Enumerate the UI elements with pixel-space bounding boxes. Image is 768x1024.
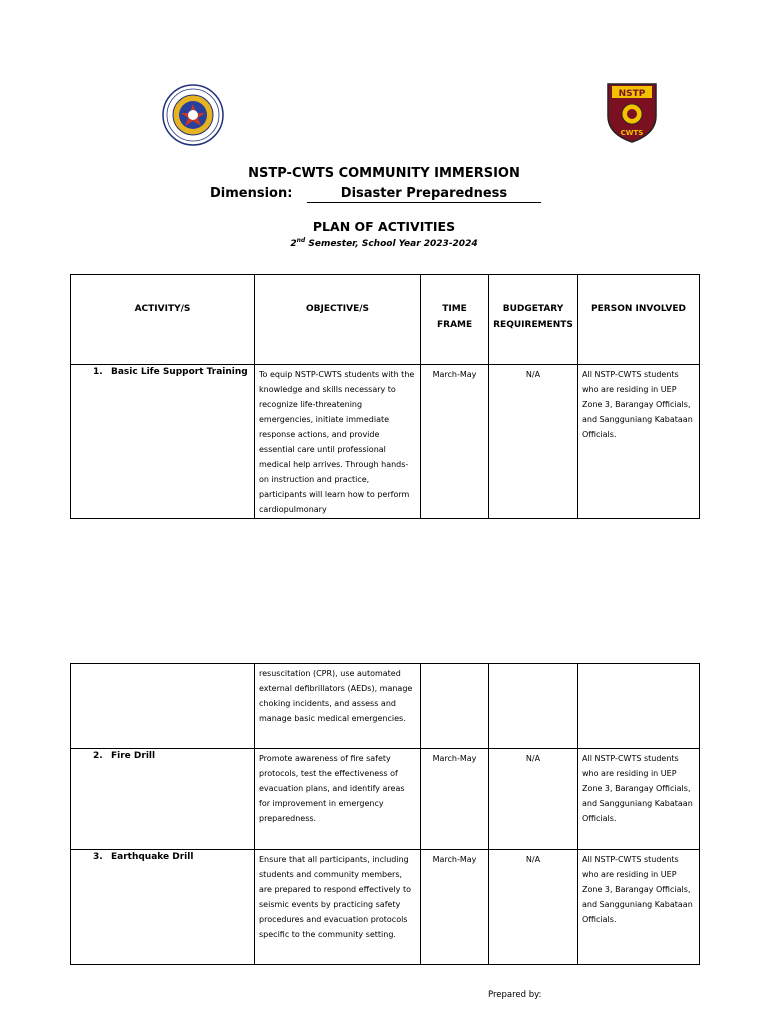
prepared-by-label: Prepared by: xyxy=(488,990,542,1000)
semester-suffix: nd xyxy=(296,237,306,244)
objective-cell: Ensure that all participants, including students and community members, are prepared to respond effectively to seismic events by practicing safety procedures and evacuation protocols specific to the community setting. xyxy=(255,850,421,965)
activity-number: 2. xyxy=(93,751,103,761)
dimension-label: Dimension: xyxy=(210,186,293,201)
activity-cell xyxy=(71,850,255,965)
time-frame-cell xyxy=(421,664,489,749)
activity-name: Basic Life Support Training xyxy=(111,367,248,377)
semester-line xyxy=(0,237,768,249)
objective-cell: Promote awareness of fire safety protocols, test the effectiveness of evacuation plans, and identify areas for improvement in emergency preparedness. xyxy=(255,749,421,850)
time-frame-cell: March-May xyxy=(421,850,489,965)
semester-number: 2 xyxy=(290,239,297,249)
activity-cell xyxy=(71,365,255,519)
activity-number: 1. xyxy=(93,367,103,377)
activity-number: 3. xyxy=(93,852,103,862)
budget-cell xyxy=(489,664,578,749)
time-frame-cell: March-May xyxy=(421,365,489,519)
activity-name: Fire Drill xyxy=(111,751,156,761)
svg-text:NSTP: NSTP xyxy=(618,89,646,99)
activity-cell xyxy=(71,749,255,850)
header-budget: BUDGETARY REQUIREMENTS xyxy=(489,275,578,365)
activities-table xyxy=(70,274,700,519)
dimension-line xyxy=(210,186,541,203)
header-time-frame: TIME FRAME xyxy=(421,275,489,365)
table-row xyxy=(71,664,700,749)
budget-cell: N/A xyxy=(489,365,578,519)
person-cell: All NSTP-CWTS students who are residing in UEP Zone 3, Barangay Officials, and Sangguniang Kabataan Officials. xyxy=(578,365,700,519)
document-title: NSTP-CWTS COMMUNITY IMMERSION xyxy=(248,166,520,181)
header-person: PERSON INVOLVED xyxy=(578,275,700,365)
objective-cell: To equip NSTP-CWTS students with the knowledge and skills necessary to recognize life-threatening emergencies, initiate immediate response actions, and provide essential care until professional medical help arrives. Through hands-on instruction and practice, participants will learn how to perform cardiopulmonary xyxy=(255,365,421,519)
header-activity: ACTIVITY/S xyxy=(71,275,255,365)
objective-cell: resuscitation (CPR), use automated external defibrillators (AEDs), manage choking incidents, and assess and manage basic medical emergencies. xyxy=(255,664,421,749)
svg-text:CWTS: CWTS xyxy=(620,129,644,137)
dimension-value: Disaster Preparedness xyxy=(307,186,541,203)
university-seal-icon xyxy=(162,84,224,146)
budget-cell: N/A xyxy=(489,850,578,965)
activity-name: Earthquake Drill xyxy=(111,852,194,862)
person-cell xyxy=(578,664,700,749)
table-header-row xyxy=(71,275,700,365)
activity-cell xyxy=(71,664,255,749)
table-row xyxy=(71,365,700,519)
activities-table-continued xyxy=(70,663,700,965)
header-objective: OBJECTIVE/S xyxy=(255,275,421,365)
plan-title: PLAN OF ACTIVITIES xyxy=(312,219,456,234)
table-row xyxy=(71,850,700,965)
person-cell: All NSTP-CWTS students who are residing in UEP Zone 3, Barangay Officials, and Sangguniang Kabataan Officials. xyxy=(578,749,700,850)
budget-cell: N/A xyxy=(489,749,578,850)
time-frame-cell: March-May xyxy=(421,749,489,850)
nstp-cwts-shield-icon xyxy=(606,80,658,144)
table-row xyxy=(71,749,700,850)
person-cell: All NSTP-CWTS students who are residing in UEP Zone 3, Barangay Officials, and Sangguniang Kabataan Officials. xyxy=(578,850,700,965)
semester-text: Semester, School Year 2023-2024 xyxy=(305,239,478,249)
